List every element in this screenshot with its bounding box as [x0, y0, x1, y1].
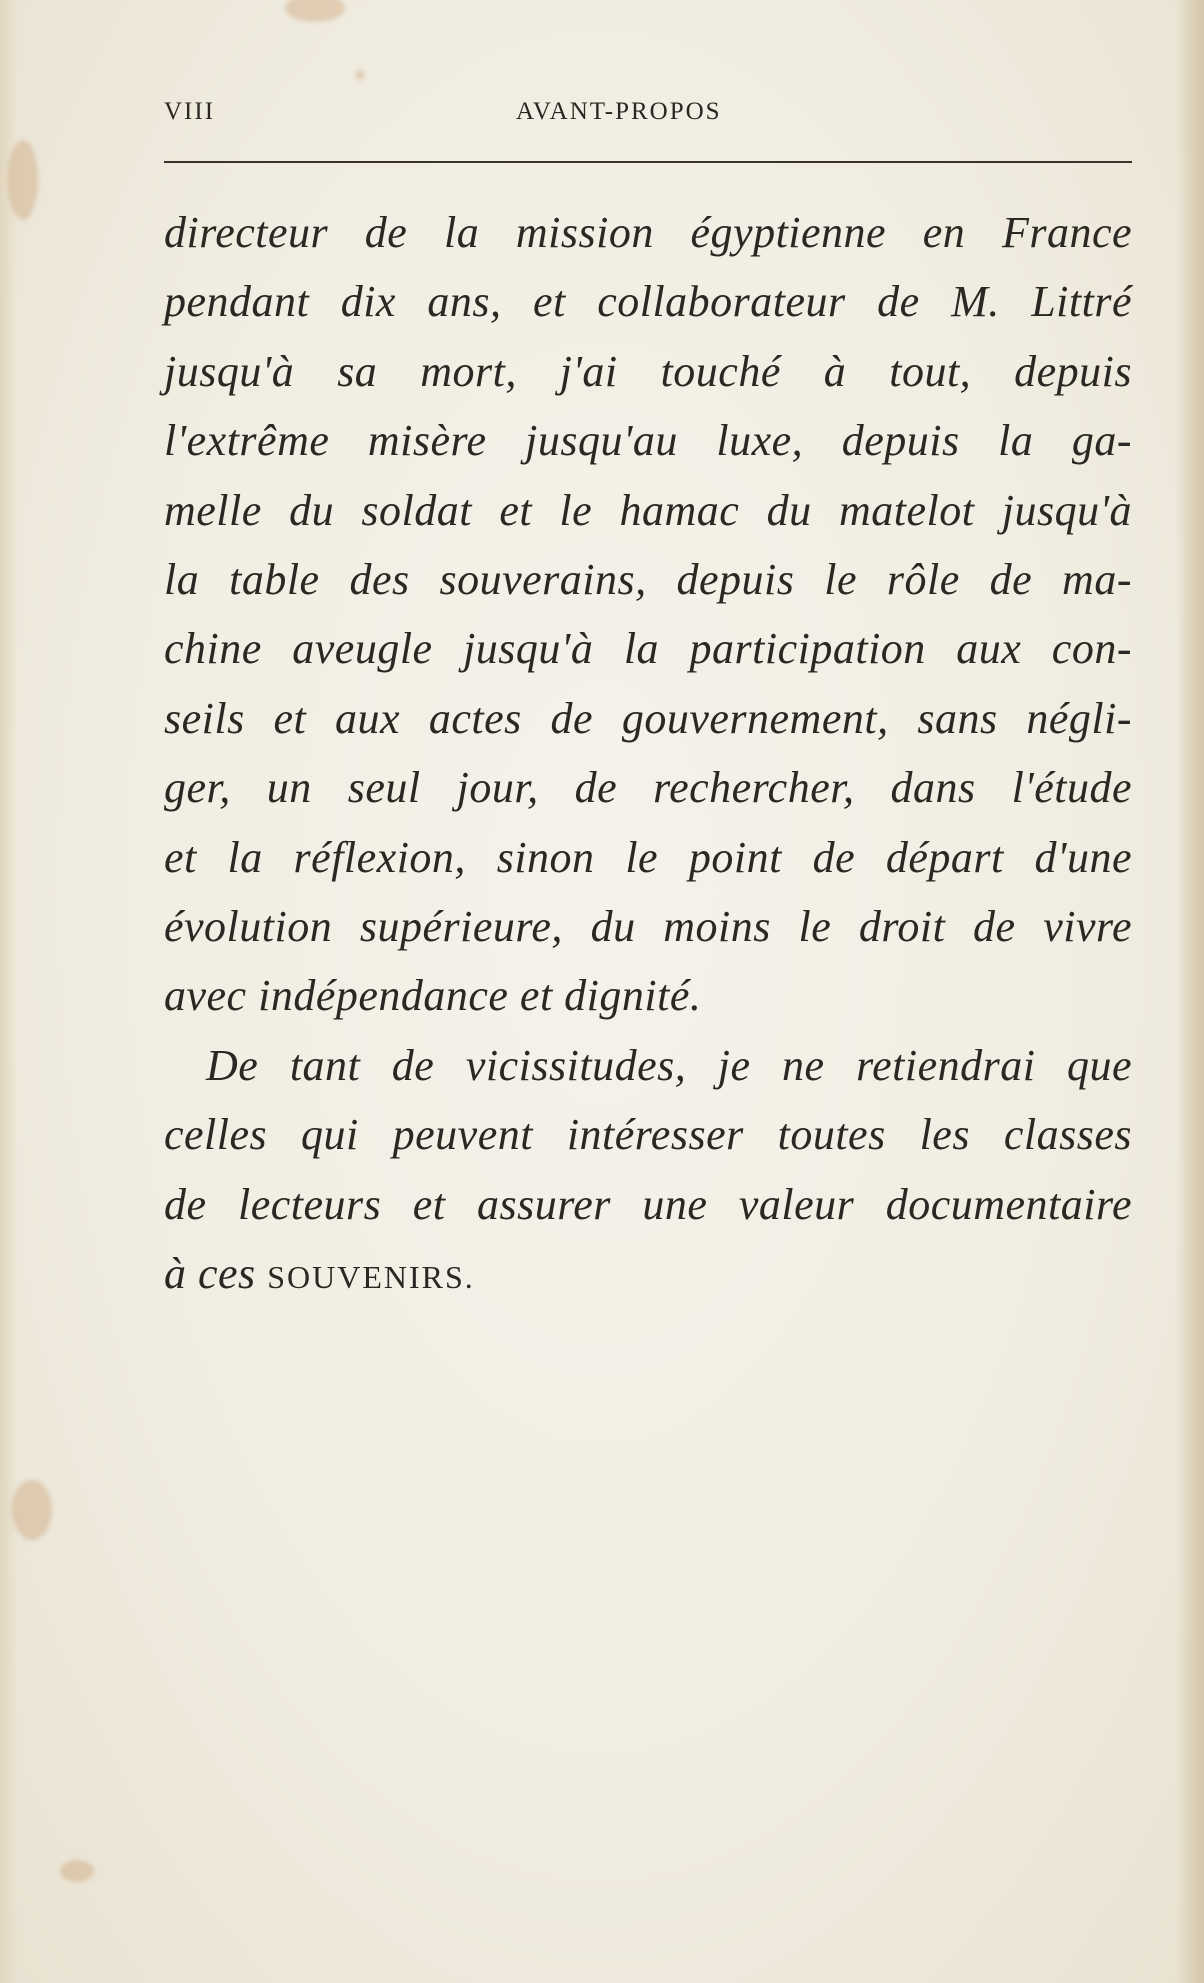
text-line: avec indépendance et dignité.	[164, 971, 702, 1021]
text-line: et la réflexion, sinon le point de départ d'une	[164, 832, 1132, 882]
text-line: ger, un seul jour, de rechercher, dans l'étude	[164, 763, 1132, 813]
text-line: de lecteurs et assurer une valeur documentaire	[164, 1179, 1132, 1229]
foxing-spot	[285, 0, 345, 22]
foxing-spot	[60, 1860, 94, 1882]
header-rule	[164, 161, 1132, 163]
text-line: celles qui peuvent intéresser toutes les classes	[164, 1110, 1132, 1160]
foxing-spot	[355, 70, 365, 80]
text-line: la table des souverains, depuis le rôle de ma-	[164, 555, 1132, 605]
text-line: De tant de vicissitudes, je ne retiendrai que	[206, 1040, 1132, 1090]
final-line-smallcaps: SOUVENIRS.	[267, 1259, 475, 1296]
page-left-edge	[0, 0, 18, 1983]
page-number: VIII	[164, 98, 216, 125]
text-line: melle du soldat et le hamac du matelot jusqu'à	[164, 485, 1132, 535]
text-line: l'extrême misère jusqu'au luxe, depuis la ga-	[164, 416, 1132, 466]
page-right-edge	[1176, 0, 1204, 1983]
final-line-prefix: à ces	[164, 1249, 256, 1299]
foxing-spot	[8, 140, 38, 220]
text-line: seils et aux actes de gouvernement, sans négli-	[164, 693, 1132, 743]
body-text	[164, 198, 1132, 1313]
page-header	[164, 98, 1132, 138]
text-line: évolution supérieure, du moins le droit de vivre	[164, 902, 1132, 952]
text-line: directeur de la mission égyptienne en France	[164, 208, 1132, 257]
foxing-spot	[12, 1480, 52, 1540]
text-line: jusqu'à sa mort, j'ai touché à tout, depuis	[164, 346, 1132, 396]
text-line-final	[164, 1239, 1132, 1312]
running-head: AVANT-PROPOS	[516, 98, 722, 125]
text-line: chine aveugle jusqu'à la participation aux con-	[164, 624, 1132, 674]
text-line: pendant dix ans, et collaborateur de M. Littré	[164, 277, 1132, 327]
